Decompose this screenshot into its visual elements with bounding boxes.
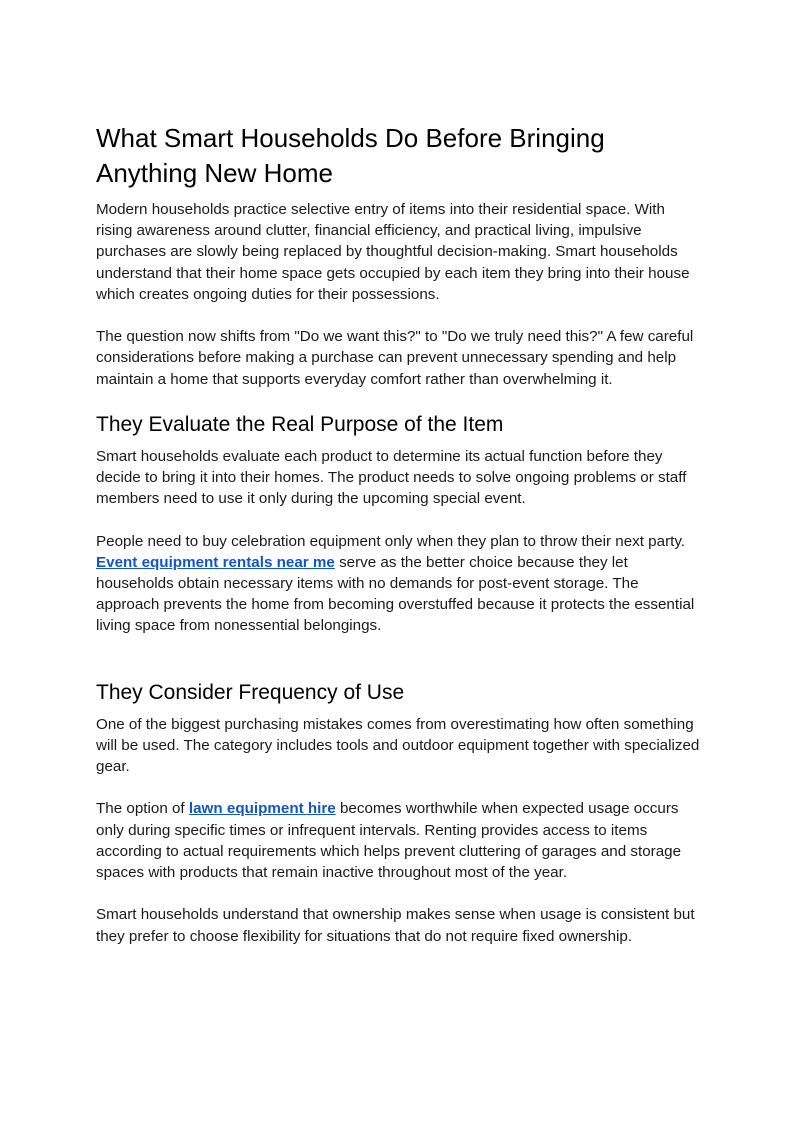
section-heading-frequency: They Consider Frequency of Use bbox=[96, 680, 405, 704]
paragraph-spacer bbox=[96, 883, 700, 904]
event-equipment-rentals-link[interactable]: Event equipment rentals near me bbox=[96, 553, 335, 571]
paragraph-spacer bbox=[96, 509, 700, 530]
section-spacer bbox=[96, 637, 700, 679]
purpose-paragraph-1: Smart households evaluate each product to determine its actual function before they decide to bring it into their homes. The product needs to solve ongoing problems or staff members need to use it only during the upcoming special event. bbox=[96, 447, 687, 508]
purpose-paragraph-2-lead: People need to buy celebration equipment only when they plan to throw their next party. bbox=[96, 532, 686, 550]
frequency-paragraph-1: One of the biggest purchasing mistakes comes from overestimating how often something will be used. The category includes tools and outdoor equipment together with specialized gear. bbox=[96, 715, 700, 776]
frequency-paragraph-2 bbox=[96, 798, 700, 883]
intro-paragraph-1: Modern households practice selective entry of items into their residential space. With rising awareness around clutter, financial efficiency, and practical living, impulsive purchases are slowly being replaced by thoughtful decision-making. Smart households understand that their home space gets occupied by each item they bring into their house which creates ongoing duties for their possessions. bbox=[96, 201, 690, 303]
lawn-equipment-hire-link[interactable]: lawn equipment hire bbox=[188, 800, 336, 818]
paragraph-spacer bbox=[96, 777, 700, 798]
frequency-paragraph-2-lead: The option of bbox=[96, 800, 189, 818]
document-page bbox=[96, 121, 700, 947]
frequency-paragraph-2-rest: becomes worthwhile when expected usage occurs only during specific times or infrequent intervals. Renting provides access to items according to actual requirements which helps prevent cluttering of garages and storage spaces with products that remain inactive throughout most of the year. bbox=[96, 800, 682, 882]
section-spacer bbox=[96, 390, 700, 411]
frequency-paragraph-3: Smart households understand that ownership makes sense when usage is consistent but they prefer to choose flexibility for situations that do not require fixed ownership. bbox=[96, 906, 695, 945]
intro-paragraph-2: The question now shifts from "Do we want this?" to "Do we truly need this?" A few careful considerations before making a purchase can prevent unnecessary spending and help maintain a home that supports everyday comfort rather than overwhelming it. bbox=[96, 328, 694, 388]
purpose-paragraph-2-rest: serve as the better choice because they let households obtain necessary items with no demands for post-event storage. The approach prevents the home from becoming overstuffed because it protects the essential living space from nonessential belongings. bbox=[96, 553, 695, 635]
purpose-paragraph-2 bbox=[96, 531, 700, 637]
paragraph-spacer bbox=[96, 305, 700, 326]
page-title: What Smart Households Do Before Bringing Anything New Home bbox=[96, 123, 605, 188]
section-heading-purpose: They Evaluate the Real Purpose of the Item bbox=[96, 412, 504, 436]
